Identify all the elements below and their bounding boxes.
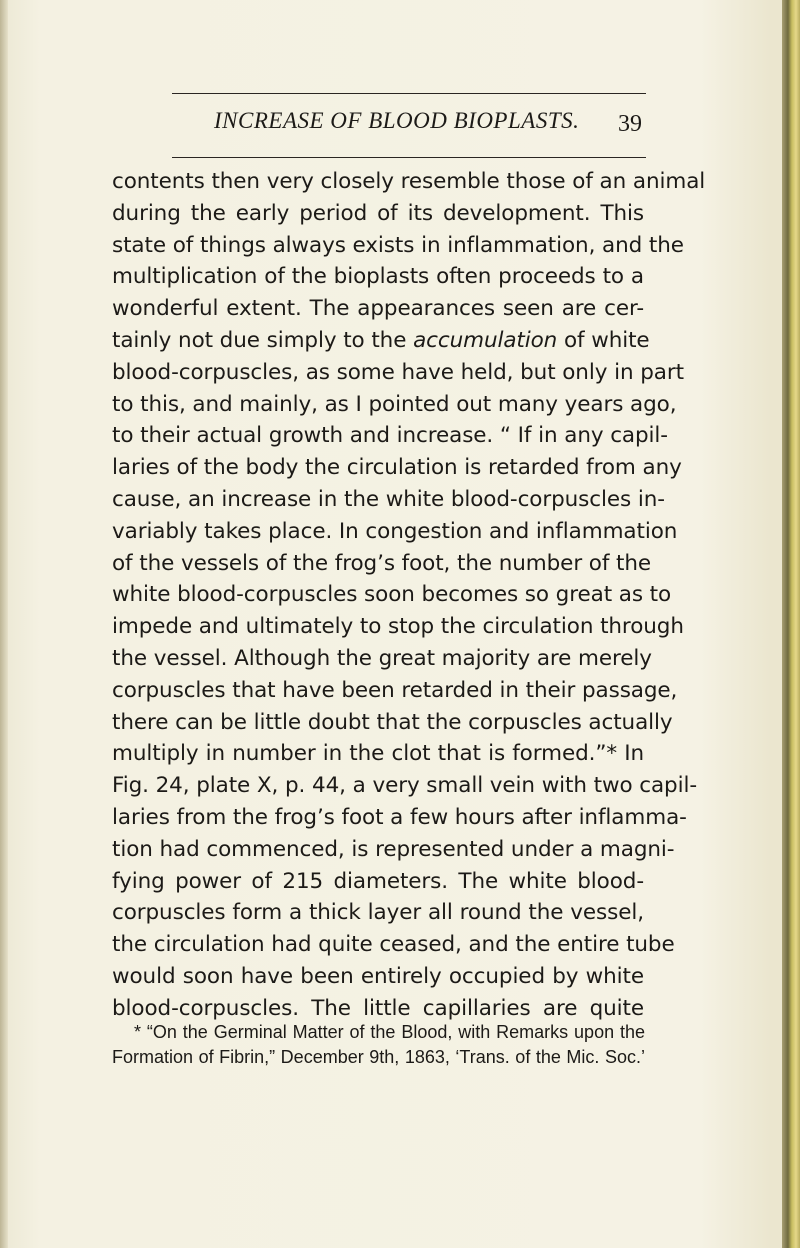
text-line: to this, and mainly, as I pointed out many years ago, bbox=[112, 391, 677, 417]
text-line: blood-corpuscles. The little capillaries are quite bbox=[112, 995, 644, 1021]
text-line: blood-corpuscles, as some have held, but only in part bbox=[112, 359, 684, 385]
text-line: state of things always exists in inflammation, and the bbox=[112, 232, 684, 258]
text-line: multiply in number in the clot that is formed.”* In bbox=[112, 741, 644, 767]
running-title: INCREASE OF BLOOD BIOPLASTS. bbox=[214, 108, 580, 133]
text-line: during the early period of its development. This bbox=[112, 200, 644, 226]
text-line: of the vessels of the frog’s foot, the number of the bbox=[112, 550, 652, 576]
page-left-edge bbox=[0, 0, 8, 1248]
text-line: the circulation had quite ceased, and the entire tube bbox=[112, 932, 675, 958]
header-rule-bottom bbox=[172, 157, 646, 158]
text-line-before-italic: tainly not due simply to the bbox=[112, 327, 414, 353]
text-line: laries from the frog’s foot a few hours after inflamma- bbox=[112, 804, 687, 830]
text-line: cause, an increase in the white blood-corpuscles in- bbox=[112, 486, 665, 512]
header-rule-top bbox=[172, 93, 646, 94]
text-line: multiplication of the bioplasts often proceeds to a bbox=[112, 264, 644, 290]
page-right-edge bbox=[782, 0, 800, 1248]
page-number: 39 bbox=[618, 111, 642, 137]
text-line: corpuscles that have been retarded in their passage, bbox=[112, 677, 678, 703]
italic-word: accumulation bbox=[413, 327, 558, 353]
text-line-after-italic: of white bbox=[557, 327, 650, 353]
text-line: would soon have been entirely occupied by white bbox=[112, 963, 644, 989]
text-line: white blood-corpuscles soon becomes so great as to bbox=[112, 582, 672, 608]
text-line bbox=[112, 325, 650, 357]
text-line: to their actual growth and increase. “ If in any capil- bbox=[112, 423, 668, 449]
text-line: wonderful extent. The appearances seen are cer- bbox=[112, 296, 644, 322]
text-line: Fig. 24, plate X, p. 44, a very small vein with two capil- bbox=[112, 773, 697, 799]
text-line: tion had commenced, is represented under a magni- bbox=[112, 836, 675, 862]
text-line: impede and ultimately to stop the circulation through bbox=[112, 614, 684, 640]
text-line: there can be little doubt that the corpuscles actually bbox=[112, 709, 673, 735]
footnote-line: * “On the Germinal Matter of the Blood, with Remarks upon the bbox=[134, 1022, 645, 1042]
text-line: variably takes place. In congestion and inflammation bbox=[112, 518, 678, 544]
text-line: contents then very closely resemble those of an animal bbox=[112, 169, 706, 194]
text-line: fying power of 215 diameters. The white blood- bbox=[112, 868, 644, 894]
footnote bbox=[112, 1020, 645, 1070]
text-line: corpuscles form a thick layer all round the vessel, bbox=[112, 900, 644, 926]
footnote-line: Formation of Fibrin,” December 9th, 1863, ‘Trans. of the Mic. Soc.’ bbox=[112, 1047, 645, 1067]
text-line: the vessel. Although the great majority are merely bbox=[112, 645, 652, 671]
text-line: laries of the body the circulation is retarded from any bbox=[112, 455, 682, 481]
body-text bbox=[112, 166, 706, 1025]
